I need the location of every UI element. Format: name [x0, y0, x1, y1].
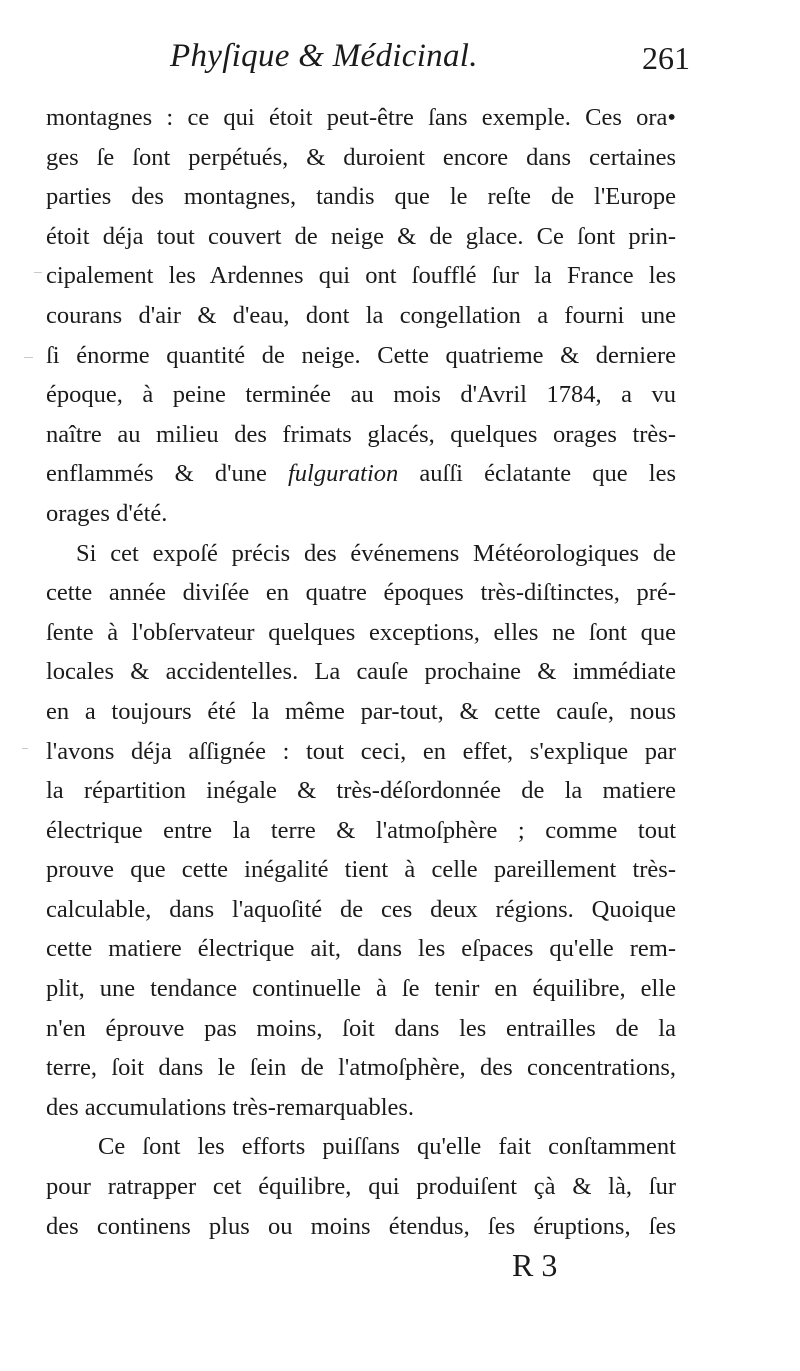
paragraph-first-line: Si cet expoſé précis des événemens Météorologiques de [76, 539, 676, 567]
text-line: ſente à l'obſervateur quelques exceptions, elles ne ſont que [46, 618, 676, 646]
text-line: cette matiere électrique ait, dans les eſpaces qu'elle rem- [46, 935, 676, 963]
text-line: des accumulations très-remarquables. [46, 1093, 415, 1121]
text-line: parties des montagnes, tandis que le reſte de l'Europe [46, 183, 676, 211]
text-line: cipalement les Ardennes qui ont ſoufflé ſur la France les [46, 262, 676, 290]
text-line: orages d'été. [46, 499, 168, 527]
text-line: locales & accidentelles. La cauſe prochaine & immédiate [46, 658, 676, 686]
text-line: électrique entre la terre & l'atmoſphère ; comme tout [46, 816, 676, 844]
text-line: prouve que cette inégalité tient à celle pareillement très- [46, 856, 676, 884]
text-line: naître au milieu des frimats glacés, quelques orages très- [46, 420, 676, 448]
page-header [170, 38, 690, 88]
text-span: auſſi éclatante que les [398, 460, 676, 488]
body-text [46, 98, 676, 1246]
text-line: en a toujours été la même par-tout, & cette cauſe, nous [46, 697, 676, 725]
text-line: cette année diviſée en quatre époques très-diſtinctes, pré- [46, 579, 676, 607]
text-line: terre, ſoit dans le ſein de l'atmoſphère, des concentrations, [46, 1054, 676, 1082]
text-line: montagnes : ce qui étoit peut-être ſans exemple. Ces ora• [46, 104, 676, 131]
text-line: ges ſe ſont perpétués, & duroient encore dans certaines [46, 143, 676, 171]
text-line: pour ratrapper cet équilibre, qui produiſent çà & là, ſur [46, 1173, 676, 1201]
signature-mark: R 3 [512, 1247, 558, 1283]
italic-term: fulguration [288, 460, 399, 488]
text-line: ſi énorme quantité de neige. Cette quatrieme & derniere [46, 341, 676, 369]
scan-mark [24, 357, 33, 358]
text-line: l'avons déja aſſignée : tout ceci, en effet, s'explique par [46, 737, 676, 765]
text-line: des continens plus ou moins étendus, ſes éruptions, ſes [46, 1212, 676, 1240]
text-span: enflammés & d'une [46, 460, 288, 488]
page-number: 261 [642, 40, 690, 76]
paragraph-first-line: Ce ſont les efforts puiſſans qu'elle fait conſtamment [98, 1133, 676, 1161]
running-title: Phyſique & Médicinal. [170, 38, 478, 74]
text-line: calculable, dans l'aquoſité de ces deux régions. Quoique [46, 895, 676, 923]
text-line: époque, à peine terminée au mois d'Avril 1784, a vu [46, 381, 676, 409]
text-line: étoit déja tout couvert de neige & de glace. Ce ſont prin- [46, 222, 676, 250]
text-line-with-italic [46, 454, 676, 494]
scan-mark [34, 272, 42, 273]
text-line: n'en éprouve pas moins, ſoit dans les entrailles de la [46, 1014, 676, 1042]
text-line: plit, une tendance continuelle à ſe tenir en équilibre, elle [46, 975, 676, 1003]
scan-mark [22, 748, 28, 749]
text-line: courans d'air & d'eau, dont la congellation a fourni une [46, 301, 676, 329]
text-line: la répartition inégale & très-déſordonnée de la matiere [46, 777, 676, 805]
